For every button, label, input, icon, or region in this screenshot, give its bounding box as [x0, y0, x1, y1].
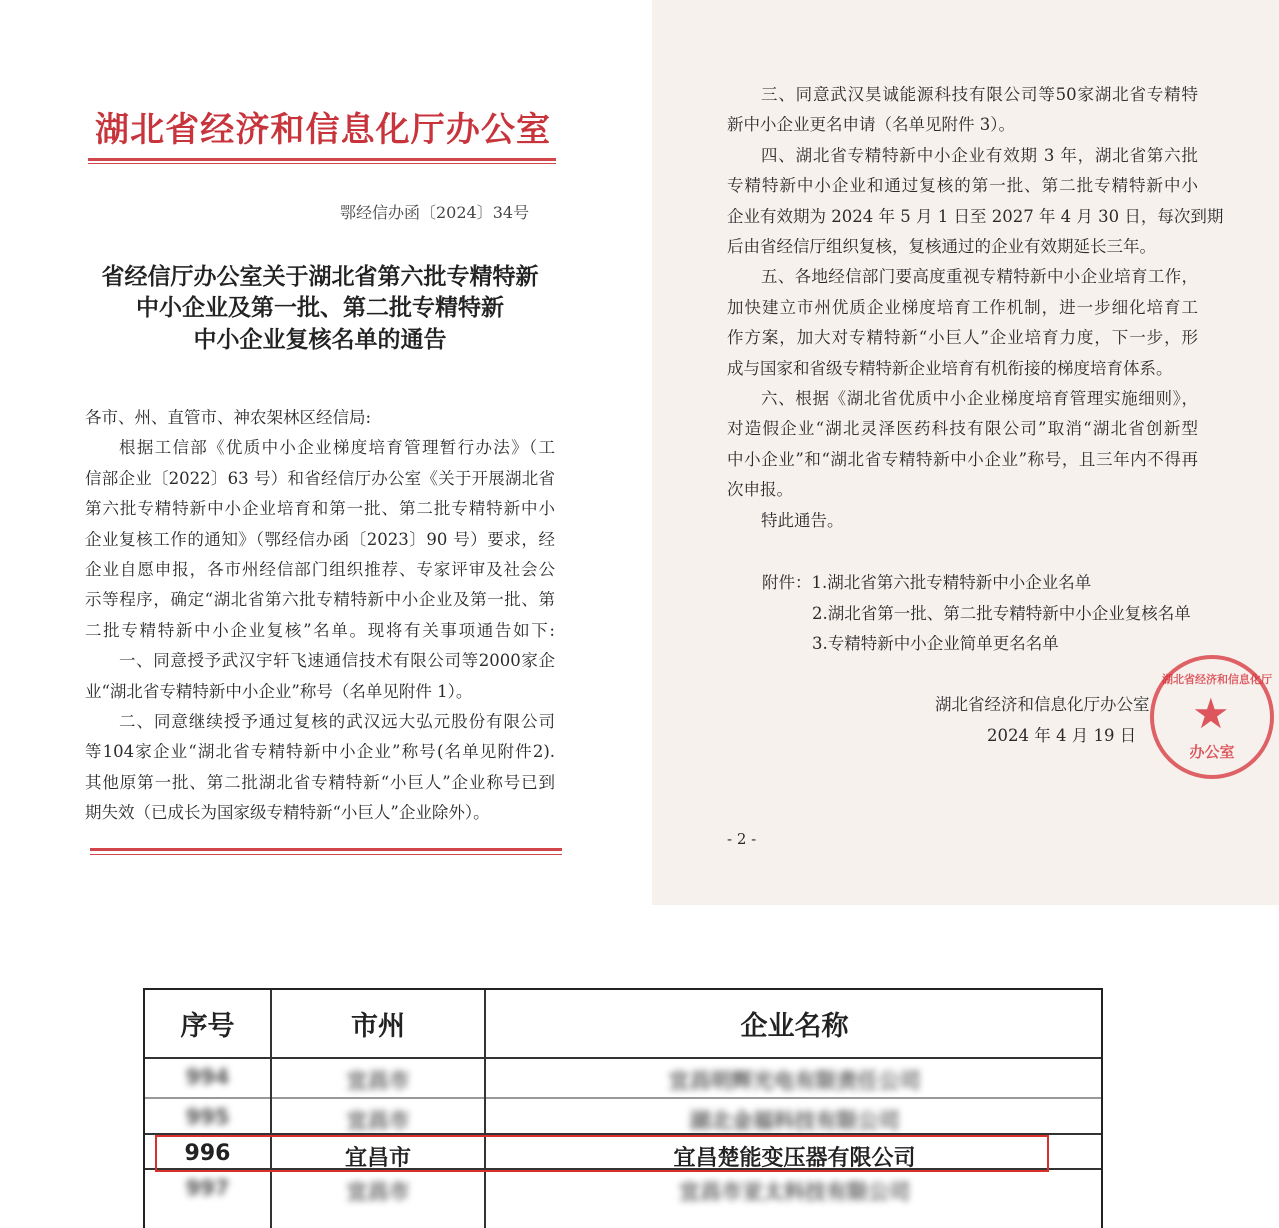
body-line: 业“湖北省专精特新中小企业”称号（名单见附件 1）。 [85, 681, 473, 701]
body-line: 专精特新中小企业和通过复核的第一批、第二批专精特新中小 [727, 176, 1198, 196]
doc-number: 鄂经信办函〔2024〕34号 [340, 203, 530, 222]
body-line: 其他原第一批、第二批湖北省专精特新“小巨人”企业称号已到 [85, 772, 555, 792]
table-cell-city: 宜昌市 [344, 1146, 411, 1171]
body-line: 示等程序，确定“湖北省第六批专精特新中小企业及第一批、第 [85, 590, 555, 610]
body-line: 企业有效期为 2024 年 5 月 1 日至 2027 年 4 月 30 日，每次到期 [727, 206, 1224, 226]
footer-divider [90, 848, 562, 851]
footer-divider-thin [90, 854, 562, 855]
body-line: 特此通告。 [761, 510, 844, 530]
highlight-box [155, 1135, 1049, 1172]
body-line: 信部企业〔2022〕63 号）和省经信厅办公室《关于开展湖北省 [85, 468, 555, 488]
body-line: 加快建立市州优质企业梯度培育工作机制，进一步细化培育工 [727, 297, 1198, 317]
body-line: 第六批专精特新中小企业培育和第一批、第二批专精特新中小 [85, 499, 555, 519]
attachment-3: 3.专精特新中小企业简单更名名单 [812, 634, 1059, 653]
body-line: 各市、州、直管市、神农架林区经信局: [85, 408, 372, 427]
body-line: 新中小企业更名申请（名单见附件 3）。 [727, 115, 1015, 135]
table-cell-name: 宜昌市亚太科技有限公司 [679, 1180, 910, 1204]
page-number: - 2 - [727, 830, 757, 848]
body-line: 期失效（已成长为国家级专精特新“小巨人”企业除外）。 [85, 803, 490, 823]
body-line: 中小企业”和“湖北省专精特新中小企业”称号，且三年内不得再 [727, 449, 1198, 469]
seal-text: 湖北省经济和信息化厅 [1162, 673, 1272, 686]
left-document-page [0, 0, 640, 910]
signature-date: 2024 年 4 月 19 日 [987, 726, 1137, 745]
body-line: 五、各地经信部门要高度重视专精特新中小企业培育工作， [761, 267, 1198, 287]
body-line: 作方案，加大对专精特新“小巨人”企业培育力度，下一步，形 [727, 328, 1198, 348]
row-divider [145, 1057, 1101, 1059]
doc-title-line: 中小企业及第一批、第二批专精特新 [136, 295, 504, 321]
table-cell-name: 宜昌楚能变压器有限公司 [673, 1146, 916, 1171]
table-cell-name: 宜昌明辉光电有限责任公司 [668, 1069, 921, 1093]
body-line: 成与国家和省级专精特新企业培育有机衔接的梯度培育体系。 [727, 358, 1173, 378]
table-cell-city: 宜昌市 [346, 1180, 410, 1204]
table-cell-city: 宜昌市 [346, 1109, 410, 1133]
table-cell-no: 996 [184, 1141, 231, 1166]
header-city: 市州 [351, 1011, 405, 1042]
attachment-2: 2.湖北省第一批、第二批专精特新中小企业复核名单 [812, 604, 1191, 623]
table-cell-city: 宜昌市 [346, 1069, 410, 1093]
header-divider [88, 158, 556, 161]
header-company: 企业名称 [740, 1011, 849, 1042]
body-line: 一、同意授予武汉宇轩飞速通信技术有限公司等2000家企 [119, 651, 555, 671]
table-cell-no: 995 [185, 1105, 230, 1129]
seal-star-icon: ★ [1192, 689, 1230, 738]
body-line: 对造假企业“湖北灵泽医药科技有限公司”取消“湖北省创新型 [727, 419, 1198, 439]
header-no: 序号 [180, 1011, 235, 1042]
company-list-table [143, 988, 1103, 1228]
body-line: 三、同意武汉昊诚能源科技有限公司等50家湖北省专精特 [761, 85, 1198, 104]
official-seal [1150, 655, 1274, 779]
body-line: 二、同意继续授予通过复核的武汉远大弘元股份有限公司 [119, 712, 555, 731]
body-line: 后由省经信厅组织复核，复核通过的企业有效期延长三年。 [727, 237, 1156, 256]
body-line: 六、根据《湖北省优质中小企业梯度培育管理实施细则》， [761, 389, 1198, 408]
table-cell-name: 湖北金福科技有限公司 [689, 1109, 900, 1133]
row-divider [145, 1097, 1101, 1099]
body-line: 等104家企业“湖北省专精特新中小企业”称号(名单见附件2). [85, 742, 555, 762]
table-cell-no: 997 [185, 1176, 230, 1200]
table-cell-no: 994 [185, 1065, 230, 1089]
body-line: 四、湖北省专精特新中小企业有效期 3 年，湖北省第六批 [761, 145, 1198, 165]
doc-title-line: 中小企业复核名单的通告 [193, 327, 447, 353]
signature-org: 湖北省经济和信息化厅办公室 [935, 695, 1150, 714]
body-line: 次申报。 [727, 480, 793, 500]
header-divider-thin [88, 163, 556, 164]
body-line: 企业自愿申报，各市州经信部门组织推荐、专家评审及社会公 [85, 560, 555, 579]
body-line: 企业复核工作的通知》（鄂经信办函〔2023〕90 号）要求，经 [85, 529, 555, 549]
body-line: 二批专精特新中小企业复核”名单。现将有关事项通告如下: [85, 620, 555, 640]
header-org: 湖北省经济和信息化厅办公室 [95, 110, 550, 150]
attachment-1: 附件：1.湖北省第六批专精特新中小企业名单 [762, 573, 1092, 592]
doc-title-line: 省经信厅办公室关于湖北省第六批专精特新 [101, 264, 539, 290]
body-line: 根据工信部《优质中小企业梯度培育管理暂行办法》（工 [119, 438, 555, 458]
seal-bottom-text: 办公室 [1189, 743, 1235, 761]
